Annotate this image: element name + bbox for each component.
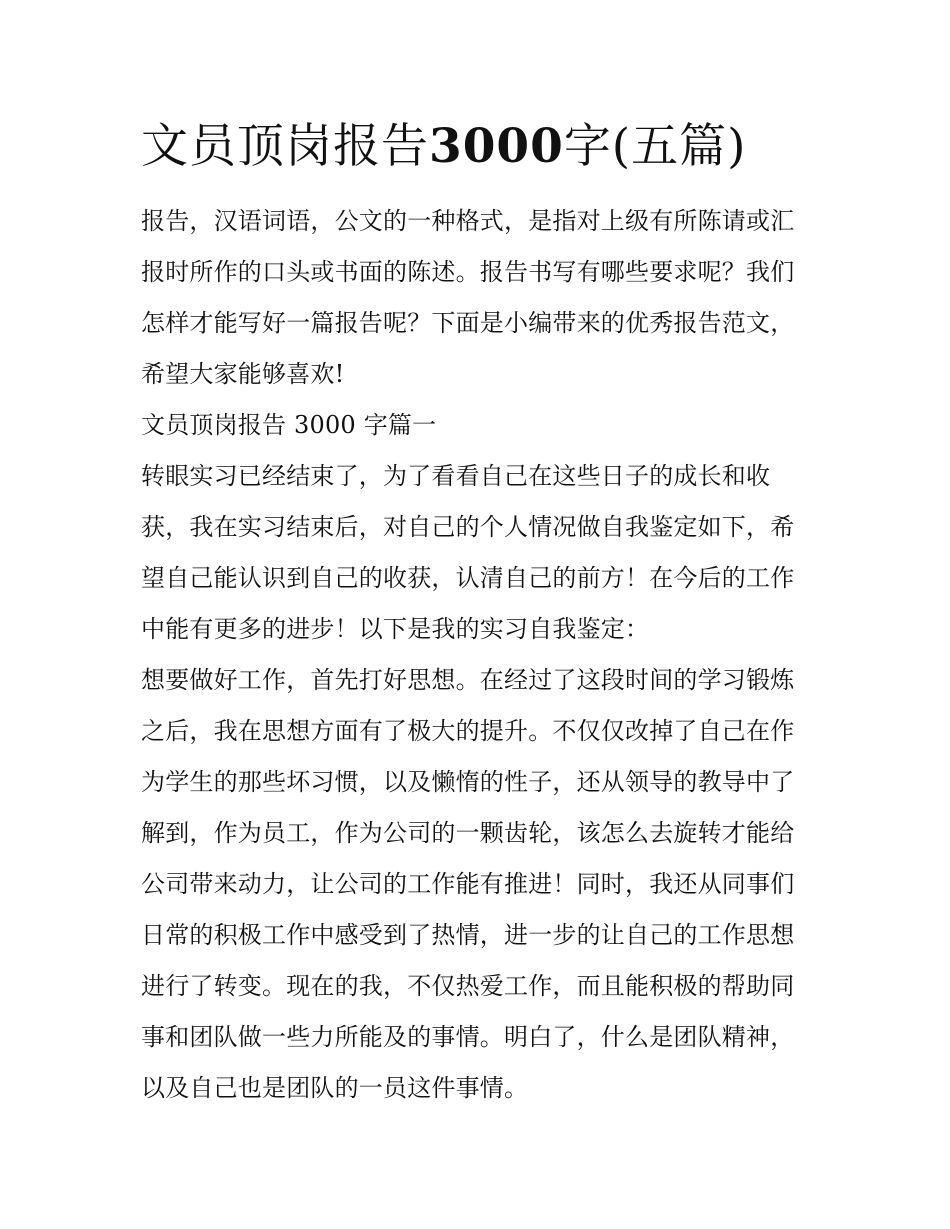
body-line: 怎样才能写好一篇报告呢？下面是小编带来的优秀报告范文， [141, 309, 795, 337]
body-line: 公司带来动力，让公司的工作能有推进！同时，我还从同事们 [141, 870, 795, 898]
body-line: 获，我在实习结束后，对自己的个人情况做自我鉴定如下，希 [141, 513, 795, 541]
body-line: 报告，汉语词语，公文的一种格式，是指对上级有所陈请或汇 [141, 207, 795, 235]
title-text-part: 字(五篇) [563, 119, 747, 174]
body-line: 转眼实习已经结束了，为了看看自己在这些日子的成长和收 [141, 462, 771, 490]
body-line: 想要做好工作，首先打好思想。在经过了这段时间的学习锻炼 [141, 666, 795, 694]
body-line: 中能有更多的进步！以下是我的实习自我鉴定： [141, 615, 650, 643]
body-line: 日常的积极工作中感受到了热情，进一步的让自己的工作思想 [141, 921, 795, 949]
body-line: 以及自己也是团队的一员这件事情。 [141, 1074, 529, 1102]
body-line: 报时所作的口头或书面的陈述。报告书写有哪些要求呢？我们 [141, 258, 795, 286]
body-line: 之后，我在思想方面有了极大的提升。不仅仅改掉了自己在作 [141, 717, 795, 745]
title-number: 3000 [429, 119, 564, 174]
body-line: 望自己能认识到自己的收获，认清自己的前方！在今后的工作 [141, 564, 795, 592]
document-body [141, 196, 813, 1114]
document-title [141, 112, 841, 182]
section-heading: 文员顶岗报告 3000 字篇一 [141, 411, 437, 439]
body-line: 进行了转变。现在的我，不仅热爱工作，而且能积极的帮助同 [141, 972, 795, 1000]
title-text-part: 文员顶岗报告 [141, 119, 429, 174]
body-line: 解到，作为员工，作为公司的一颗齿轮，该怎么去旋转才能给 [141, 819, 795, 847]
body-line: 为学生的那些坏习惯，以及懒惰的性子，还从领导的教导中了 [141, 768, 795, 796]
body-line: 希望大家能够喜欢! [141, 360, 345, 388]
body-line: 事和团队做一些力所能及的事情。明白了，什么是团队精神， [141, 1023, 795, 1051]
